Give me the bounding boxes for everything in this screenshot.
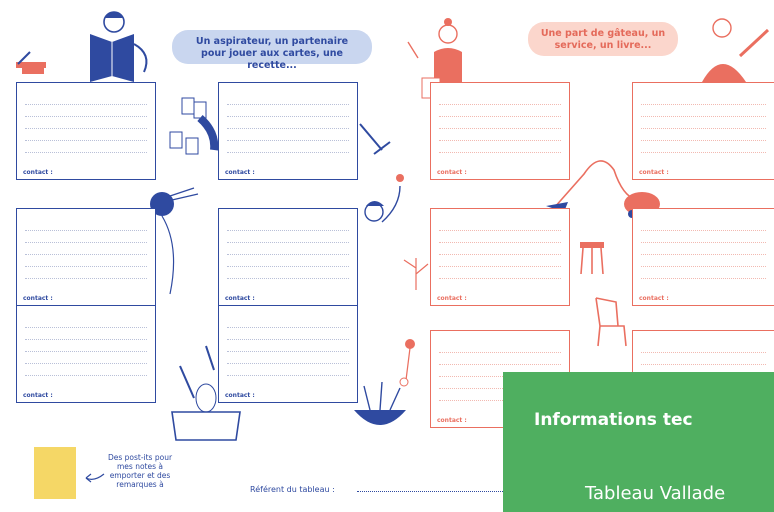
speech-bubble-left xyxy=(172,30,372,71)
card-blue-5[interactable] xyxy=(16,305,156,403)
rake-illustration xyxy=(356,120,396,160)
card-blue-3[interactable] xyxy=(16,208,156,306)
card-lines xyxy=(641,219,766,279)
postit-note xyxy=(34,447,76,499)
vegetables-illustration xyxy=(392,330,432,390)
referent-input-line[interactable] xyxy=(357,491,505,492)
contact-label: contact : xyxy=(437,417,467,424)
chair-illustration xyxy=(590,296,630,348)
card-lines xyxy=(227,316,349,376)
card-red-1[interactable] xyxy=(430,82,570,180)
info-panel-title: Informations tec xyxy=(534,410,693,430)
speech-bubble-right xyxy=(528,22,678,56)
contact-label: contact : xyxy=(225,295,255,302)
card-red-3[interactable] xyxy=(430,208,570,306)
card-lines xyxy=(439,219,561,279)
postit-caption: Des post-its pour mes notes à emporter et des remarques à xyxy=(107,453,173,489)
card-lines xyxy=(227,219,349,279)
contact-label: contact : xyxy=(437,295,467,302)
contact-label: contact : xyxy=(225,169,255,176)
info-panel-subtitle: Tableau Vallade xyxy=(585,483,726,504)
card-lines xyxy=(641,93,766,153)
card-red-4[interactable] xyxy=(632,208,774,306)
contact-label: contact : xyxy=(23,392,53,399)
card-lines xyxy=(25,93,147,153)
contact-label: contact : xyxy=(437,169,467,176)
card-blue-4[interactable] xyxy=(218,208,358,306)
woman-waving-illustration xyxy=(356,166,426,256)
contact-label: contact : xyxy=(639,169,669,176)
referent-label: Référent du tableau : xyxy=(250,485,335,494)
card-lines xyxy=(439,93,561,153)
contact-label: contact : xyxy=(23,169,53,176)
contact-label: contact : xyxy=(639,295,669,302)
card-lines xyxy=(25,219,147,279)
reading-man-illustration xyxy=(12,4,172,84)
stool-illustration xyxy=(578,240,608,276)
speech-bubble-right-text: Une part de gâteau, un service, un livre... xyxy=(540,28,666,51)
card-red-2[interactable] xyxy=(632,82,774,180)
man-pointing-illustration xyxy=(682,10,774,90)
card-blue-2[interactable] xyxy=(218,82,358,180)
card-blue-6[interactable] xyxy=(218,305,358,403)
contact-label: contact : xyxy=(225,392,255,399)
card-blue-1[interactable] xyxy=(16,82,156,180)
speech-bubble-left-text: Un aspirateur, un partenaire pour jouer aux cartes, une recette... xyxy=(195,36,349,71)
card-lines xyxy=(227,93,349,153)
card-lines xyxy=(25,316,147,376)
contact-label: contact : xyxy=(23,295,53,302)
